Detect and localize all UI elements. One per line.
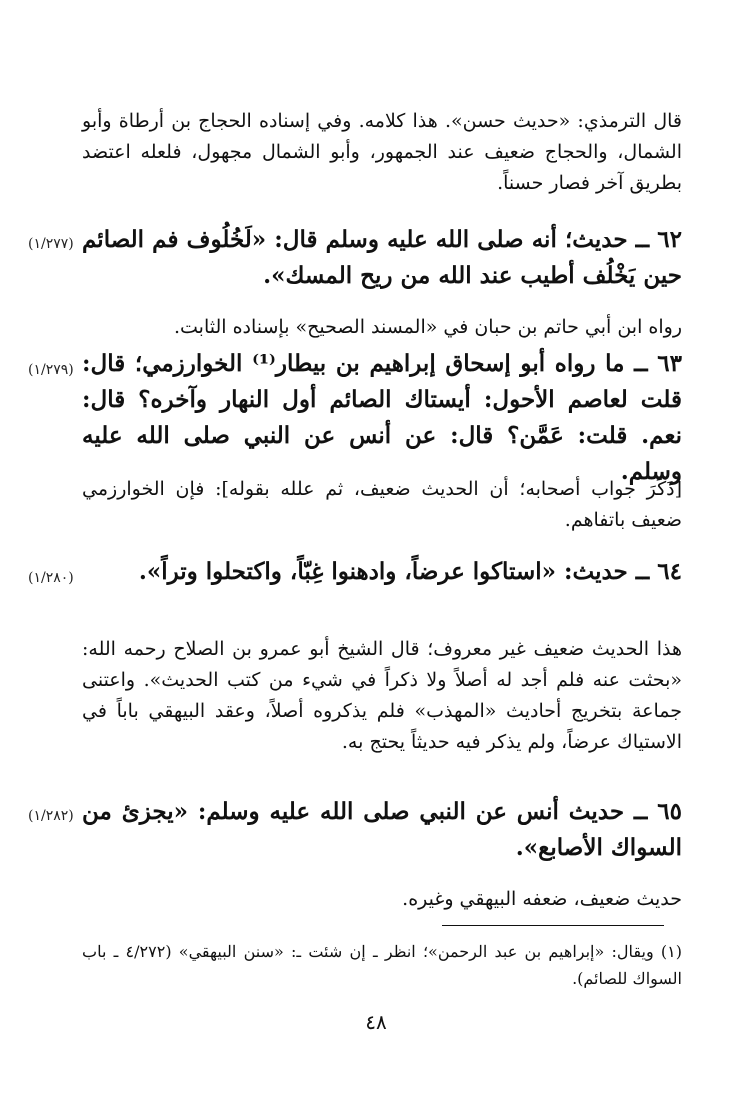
hadith-62-paragraph: ٦٢ ــ حديث؛ أنه صلى الله عليه وسلم قال: «لَخُلُوف فم الصائم حين يَخْلُف أطيب عند الله من ريح المسك». — [82, 226, 682, 289]
hadith-64-comment-paragraph: هذا الحديث ضعيف غير معروف؛ قال الشيخ أبو عمرو بن الصلاح رحمه الله: «بحثت عنه فلم أجد له أصلاً ولا ذكراً في شيء من كتب الحديث». واعتنى جماعة بتخريج أحاديث «المهذب» فلم يذكروه أصلاً، وعقد البيهقي باباً في الاستياك عرضاً، ولم يذكر فيه حديثاً يحتج به. — [82, 638, 682, 753]
hadith-64-paragraph: ٦٤ ــ حديث: «استاكوا عرضاً، وادهنوا غِبّاً، واكتحلوا وتراً». — [138, 558, 682, 585]
hadith-63-note-paragraph: [ذَكَرَ جواب أصحابه؛ أن الحديث ضعيف، ثم علله بقوله]: فإن الخوارزمي ضعيف باتفاهم. — [82, 478, 682, 531]
reference-62: (١/٢٧٧) — [28, 236, 74, 252]
hadith-62-source-paragraph: رواه ابن أبي حاتم بن حبان في «المسند الصحيح» بإسناده الثابت. — [173, 316, 682, 338]
hadith-65-comment-paragraph: حديث ضعيف، ضعفه البيهقي وغيره. — [402, 888, 682, 910]
hadith-65-paragraph: ٦٥ ــ حديث أنس عن النبي صلى الله عليه وسلم: «يجزئ من السواك الأصابع». — [82, 798, 682, 861]
reference-64: (١/٢٨٠) — [28, 570, 74, 586]
footnote-separator — [442, 925, 664, 926]
hadith-63-paragraph: ٦٣ ــ ما رواه أبو إسحاق إبراهيم بن بيطار⁽¹⁾ الخوارزمي؛ قال: قلت لعاصم الأحول: أيستاك الصائم أول النهار وآخره؟ قال: نعم. قلت: عَمَّن؟ قال: عن أنس عن النبي صلى الله عليه وسلم. — [82, 350, 682, 485]
reference-63: (١/٢٧٩) — [28, 362, 74, 378]
tirmidhi-comment-paragraph: قال الترمذي: «حديث حسن». هذا كلامه. وفي إسناده الحجاج بن أرطاة وأبو الشمال، والحجاج ضعيف عند الجمهور، وأبو الشمال مجهول، فلعله اعتضد بطريق آخر فصار حسناً. — [82, 110, 682, 194]
footnote: (١) ويقال: «إبراهيم بن عبد الرحمن»؛ انظر ـ إن شئت ـ: «سنن البيهقي» (٤/٢٧٢ ـ باب السواك للصائم). — [82, 942, 683, 988]
page-number: ٤٨ — [365, 1010, 387, 1034]
reference-65: (١/٢٨٢) — [28, 808, 74, 824]
